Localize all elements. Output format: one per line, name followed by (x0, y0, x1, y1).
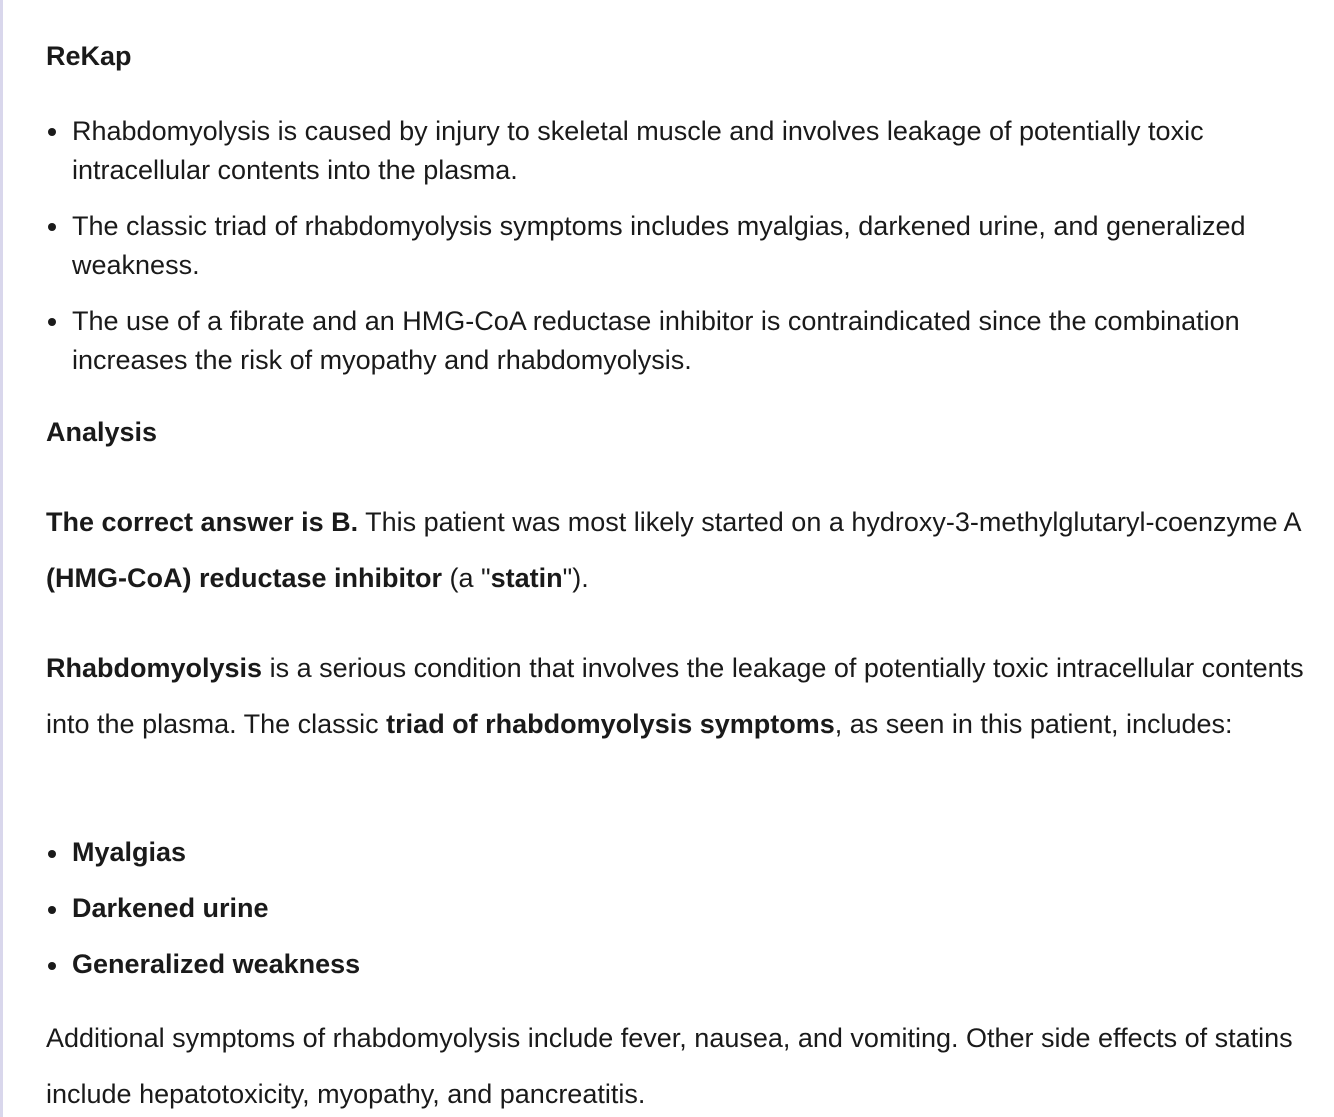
rekap-item: The use of a fibrate and an HMG-CoA reductase inhibitor is contraindicated since the combination increases the risk of myopathy and rhabdomyolysis. (46, 302, 1296, 379)
answer-paragraph (46, 495, 1306, 606)
paragraph-text: , as seen in this patient, includes: (834, 708, 1233, 739)
symptom-item: Darkened urine (46, 890, 1296, 926)
answer-text: "). (562, 562, 589, 593)
correct-answer-label: The correct answer is B. (46, 507, 359, 537)
symptom-list (46, 834, 1296, 1002)
symptom-item: Myalgias (46, 834, 1296, 870)
rekap-list (46, 112, 1296, 397)
hmg-coa-term: (HMG-CoA) reductase inhibitor (46, 562, 442, 593)
rhabdomyolysis-paragraph (46, 641, 1306, 752)
rekap-item: The classic triad of rhabdomyolysis symptoms includes myalgias, darkened urine, and generalized weakness. (46, 207, 1296, 284)
statin-term: statin (490, 562, 563, 593)
rhabdomyolysis-term: Rhabdomyolysis (46, 653, 263, 683)
symptom-item: Generalized weakness (46, 946, 1296, 982)
paragraph-text: is a serious condition that involves the leakage of potentially toxic intracellular contents into the plasma. The classic (46, 653, 1304, 739)
additional-symptoms-paragraph: Additional symptoms of rhabdomyolysis include fever, nausea, and vomiting. Other side effects of statins include hepatotoxicity, myopathy, and pancreatitis. (46, 1023, 1293, 1109)
left-border (0, 0, 3, 1117)
rekap-item: Rhabdomyolysis is caused by injury to skeletal muscle and involves leakage of potentially toxic intracellular contents into the plasma. (46, 112, 1296, 189)
analysis-heading: Analysis (46, 417, 158, 447)
answer-text: (a " (442, 562, 491, 593)
answer-text: This patient was most likely started on a hydroxy-3-methylglutaryl-coenzyme A (358, 507, 1301, 537)
triad-term: triad of rhabdomyolysis symptoms (386, 708, 835, 739)
rekap-heading: ReKap (46, 41, 132, 71)
